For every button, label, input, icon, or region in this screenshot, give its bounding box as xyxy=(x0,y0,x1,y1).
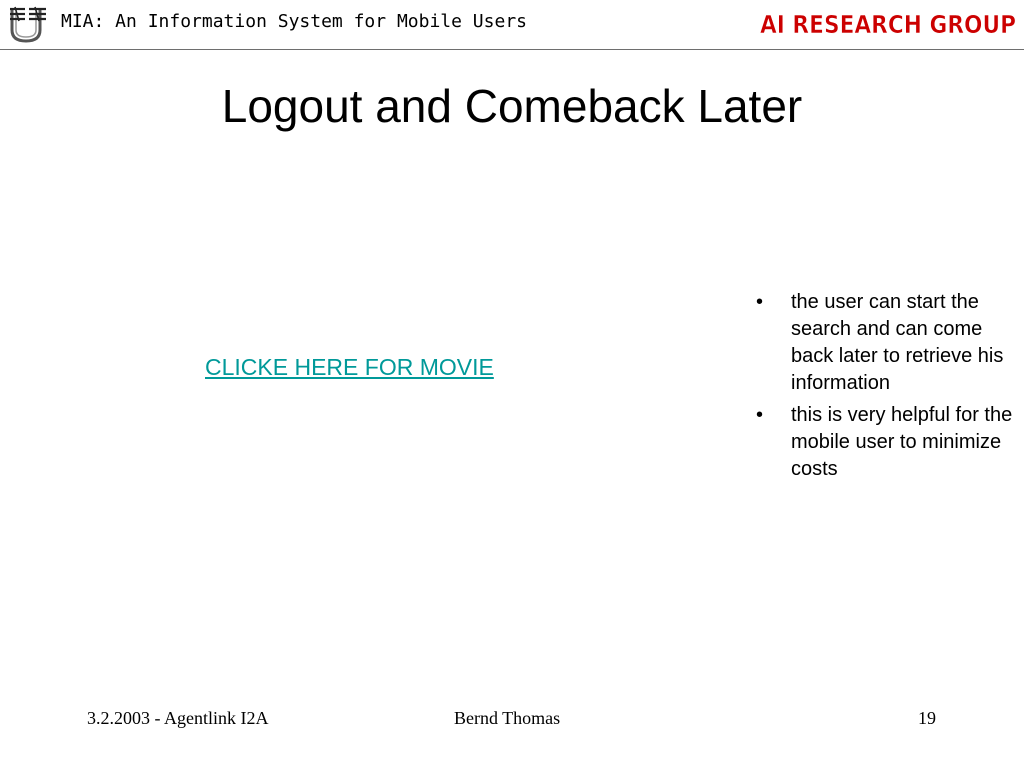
ai-research-group-logo xyxy=(756,5,1020,41)
bullet-list xyxy=(752,289,1016,488)
footer-date-event: 3.2.2003 - Agentlink I2A xyxy=(87,708,269,728)
slide-title: Logout and Comeback Later xyxy=(221,80,803,132)
header-divider xyxy=(0,49,1024,50)
bullet-text: this is very helpful for the mobile user to minimize costs xyxy=(791,404,1013,480)
university-crest-icon xyxy=(6,4,50,44)
list-item xyxy=(752,402,1016,483)
svg-text:AI RESEARCH GROUP: AI RESEARCH GROUP xyxy=(760,10,1016,39)
bullet-icon: • xyxy=(756,404,764,426)
footer-author: Bernd Thomas xyxy=(454,708,561,728)
list-item xyxy=(752,289,1016,397)
bullet-icon: • xyxy=(756,291,764,313)
movie-link[interactable]: CLICKE HERE FOR MOVIE xyxy=(205,354,494,380)
slide-number: 19 xyxy=(918,708,936,728)
bullet-text: the user can start the search and can come back later to retrieve his information xyxy=(791,291,1004,394)
slide-header xyxy=(0,0,1024,50)
presentation-title: MIA: An Information System for Mobile Users xyxy=(61,11,527,32)
